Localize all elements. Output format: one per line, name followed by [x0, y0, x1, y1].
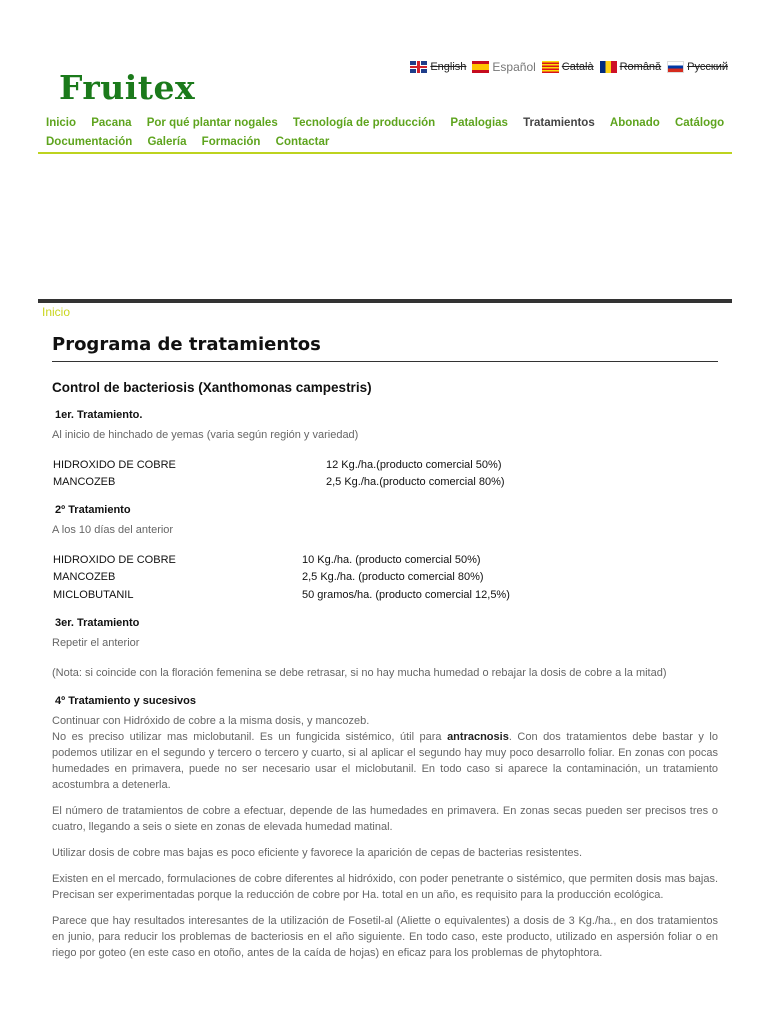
treatment-4-paragraph-1 [52, 713, 718, 793]
treatment-4-paragraph-4: Existen en el mercado, formulaciones de cobre diferentes al hidróxido, con poder penetrante o sistémico, que permiten dosis mas bajas. Precisan ser experimentadas porque la reducción de cobre por Ha. total en un año, es requisito para la producción ecológica. [52, 872, 718, 901]
catalonia-flag-icon [542, 61, 559, 73]
nav-item-documentacion[interactable]: Documentación [46, 136, 133, 148]
treatment-4-paragraph-5: Parece que hay resultados interesantes de la utilización de Fosetil-al (Aliette o equivalentes) a dosis de 3 Kg./ha., en dos tratamientos en junio, para reducir los problemas de bacteriosis en el año siguiente. En todo caso, este producto, utilizado en aspersión foliar o en riego por goteo (en este caso en otoño, antes de la caída de hojas) en eficaz para los problemas de phytophtora. [52, 914, 718, 959]
lang-english[interactable] [410, 61, 466, 73]
uk-flag-icon [410, 61, 427, 73]
treatment-1-table [52, 457, 505, 492]
nav-item-formacion[interactable]: Formación [201, 136, 261, 148]
treatment-2-note: A los 10 días del anterior [52, 524, 174, 536]
product-cell: HIDROXIDO DE COBRE [53, 458, 176, 471]
treatment-4-paragraph-3: Utilizar dosis de cobre mas bajas es poco eficiente y favorece la aparición de cepas de bacterias resistentes. [52, 846, 583, 859]
nav-item-pacana[interactable]: Pacana [91, 117, 132, 129]
lang-espanol[interactable] [472, 60, 535, 74]
treatment-4-paragraph-2: El número de tratamientos de cobre a efectuar, depende de las humedades en primavera. En zonas secas pueden ser precisos tres o cuatro, llegando a seis o siete en zonas de elevada humedad matinal. [52, 804, 718, 833]
treatment-2-heading: 2º Tratamiento [55, 504, 131, 516]
product-cell: HIDROXIDO DE COBRE [53, 553, 176, 566]
nav-item-por-que-plantar-nogales[interactable]: Por qué plantar nogales [146, 117, 278, 129]
product-cell: MICLOBUTANIL [53, 588, 134, 601]
table-row [52, 457, 505, 475]
nav-divider [38, 152, 732, 154]
lang-label: Català [561, 61, 594, 73]
language-selector [410, 60, 728, 74]
treatment-1-note: Al inicio de hinchado de yemas (varia según región y variedad) [52, 429, 359, 441]
spain-flag-icon [472, 61, 489, 73]
table-row [52, 552, 510, 570]
nav-item-galeria[interactable]: Galería [147, 136, 187, 148]
nav-item-tecnologia-de-produccion[interactable]: Tecnología de producción [292, 117, 436, 129]
lang-russian[interactable] [667, 61, 728, 73]
lang-catala[interactable] [542, 61, 594, 73]
nav-item-tratamientos[interactable]: Tratamientos [523, 117, 595, 129]
treatment-4-heading: 4º Tratamiento y sucesivos [55, 694, 196, 707]
table-row [52, 475, 505, 493]
dose-cell: 12 Kg./ha.(producto comercial 50%) [326, 458, 502, 471]
table-row [52, 570, 510, 588]
site-logo[interactable]: Fruitex [59, 68, 196, 107]
paragraph-line: Continuar con Hidróxido de cobre a la misma dosis, y mancozeb. [52, 714, 370, 727]
treatment-1-heading: 1er. Tratamiento. [55, 409, 143, 421]
treatment-3-note: Repetir el anterior [52, 636, 140, 649]
product-cell: MANCOZEB [53, 476, 116, 488]
dose-cell: 2,5 Kg./ha.(producto comercial 80%) [326, 476, 505, 488]
page-title: Programa de tratamientos [52, 330, 718, 362]
main-nav [40, 114, 732, 152]
treatment-2-table [52, 552, 510, 605]
nav-item-patalogias[interactable]: Patalogias [450, 117, 508, 129]
lang-romana[interactable] [600, 61, 662, 73]
content-divider [38, 299, 732, 303]
lang-label: Русский [687, 61, 728, 73]
romania-flag-icon [600, 61, 617, 73]
nav-item-inicio[interactable]: Inicio [46, 117, 77, 129]
dose-cell: 50 gramos/ha. (producto comercial 12,5%) [302, 588, 510, 601]
dose-cell: 10 Kg./ha. (producto comercial 50%) [302, 553, 481, 566]
lang-label: Español [492, 60, 536, 74]
paragraph-text: . Con dos tratamientos debe bastar y lo podemos utilizar en el segundo y tercero o tercero y cuarto, si al aplicar el segundo hay muy poco desarrollo foliar. En zonas con pocas humedades en primavera, puede no ser necesario usar el miclobutanil. En todo caso si aparece la contaminación, un tratamiento acostumbra a detenerla. [52, 730, 718, 791]
lang-label: English [430, 61, 467, 73]
russia-flag-icon [667, 61, 684, 73]
product-cell: MANCOZEB [53, 571, 116, 583]
paragraph-text: No es preciso utilizar mas miclobutanil. Es un fungicida sistémico, útil para [52, 730, 448, 743]
table-row [52, 587, 510, 605]
breadcrumb-inicio[interactable]: Inicio [42, 305, 71, 319]
treatment-3-nota: (Nota: si coincide con la floración femenina se debe retrasar, si no hay mucha humedad o rebajar la dosis de cobre a la mitad) [52, 666, 667, 679]
antracnosis-term: antracnosis [447, 730, 509, 743]
section-title: Control de bacteriosis (Xanthomonas campestris) [52, 380, 372, 395]
treatment-3-heading: 3er. Tratamiento [55, 616, 140, 629]
nav-item-contactar[interactable]: Contactar [275, 136, 330, 148]
dose-cell: 2,5 Kg./ha. (producto comercial 80%) [302, 571, 484, 583]
nav-item-catalogo[interactable]: Catálogo [674, 117, 725, 129]
main-content [52, 330, 718, 971]
lang-label: Română [619, 61, 662, 73]
nav-item-abonado[interactable]: Abonado [609, 117, 660, 129]
